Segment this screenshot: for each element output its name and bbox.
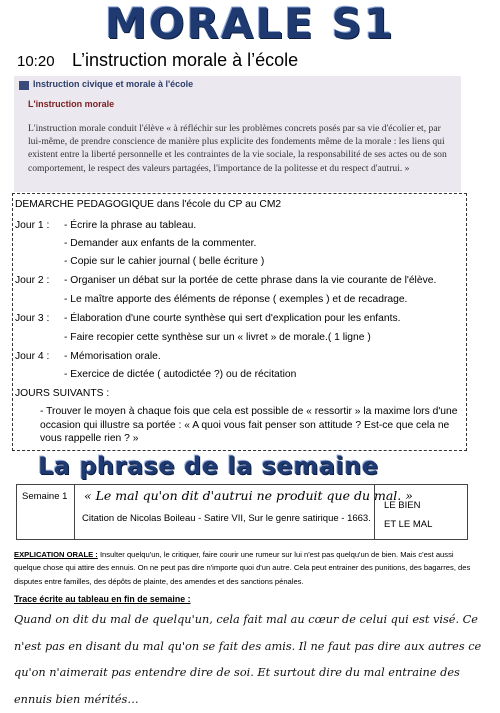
quote: « Le mal qu'on dit d'autrui ne produit que du mal. » [84,488,413,503]
day-item: - Organiser un débat sur la portée de cette phrase dans la vie courante de l'élève. [64,275,437,286]
day-item: - Copie sur le cahier journal ( belle écriture ) [64,256,265,267]
day-item: - Exercice de dictée ( autodictée ?) ou de récitation [64,369,297,380]
page-title: MORALE S1 [105,0,395,48]
explication-label: EXPLICATION ORALE : [14,550,98,559]
day-item: - Écrire la phrase au tableau. [64,220,197,231]
day-item: - Demander aux enfants de la commenter. [64,238,257,249]
day-label: Jour 2 : [15,275,50,286]
day-label: Jour 3 : [15,313,50,324]
day-label: Jour 1 : [15,220,50,231]
week-label: Semaine 1 [22,491,68,502]
explication-orale [14,548,482,588]
folder-icon [19,81,29,90]
explication-text: Insulter quelqu'un, le critiquer, faire courir une rumeur sur lui n'est pas quelqu'un de bien. Mais c'est aussi quelque chose qui attire des ennuis. On ne peut pas dire n'importe quoi d'un autre. Cela peut entrainer des punitions, des bagarres, des disputes entre familles, des dépôts de plainte, des amendes et des sanctions pénales. [14,550,471,586]
day-label: Jour 4 : [15,351,50,362]
time-label: 10:20 [17,53,55,70]
trace-ecrite: Quand on dit du mal de quelqu'un, cela fait mal au cœur de celui qui est visé. Ce n'est pas en disant du mal qu'on se fait des amis. Il ne faut pas dire aux autres ce qu'on n'aimerait pas entendre dire de soi. Et surtout dire du mal entraine des ennuis bien mérités… [14,613,482,706]
table-divider [74,484,75,540]
day-item: - Élaboration d'une courte synthèse qui sert d'explication pour les enfants. [64,313,401,324]
jours-suivants-label: JOURS SUIVANTS : [15,388,110,399]
citation: Citation de Nicolas Boileau - Satire VII, Sur le genre satirique - 1663. [82,513,371,524]
subtitle: L’instruction morale à l’école [72,50,299,70]
info-box-subheading: L'instruction morale [28,99,115,109]
theme-label: LE BIEN [384,500,421,511]
trace-label: Trace écrite au tableau en fin de semaine : [14,594,191,604]
demarche-heading: DEMARCHE PEDAGOGIQUE dans l'école du CP au CM2 [15,199,282,210]
info-box-heading: Instruction civique et morale à l'école [33,79,194,89]
phrase-title: La phrase de la semaine [38,452,379,480]
day-item: - Mémorisation orale. [64,351,161,362]
theme-label: ET LE MAL [384,519,433,530]
day-item: - Faire recopier cette synthèse sur un « livret » de morale.( 1 ligne ) [64,332,371,343]
day-item: - Le maître apporte des éléments de réponse ( exemples ) et de recadrage. [64,294,408,305]
jours-suivants-text: - Trouver le moyen à chaque fois que cela est possible de « ressortir » la maxime lors d'une occasion qui illustre sa portée : « A quoi vous fait penser son attitude ? Est-ce que cela ne vous rappelle rien ? » [40,406,458,444]
info-box-body: L'instruction morale conduit l'élève « à réfléchir sur les problèmes concrets posés par sa vie d'écolier et, par lui-même, de prendre conscience de manière plus explicite des fondements même de la morale : les liens qui existent entre la liberté personnelle et les contraintes de la vie sociale, la responsabilité de ses actes ou de son comportement, le respect des valeurs partagées, l'importance de la politesse et du respect d'autrui. » [28,123,447,174]
